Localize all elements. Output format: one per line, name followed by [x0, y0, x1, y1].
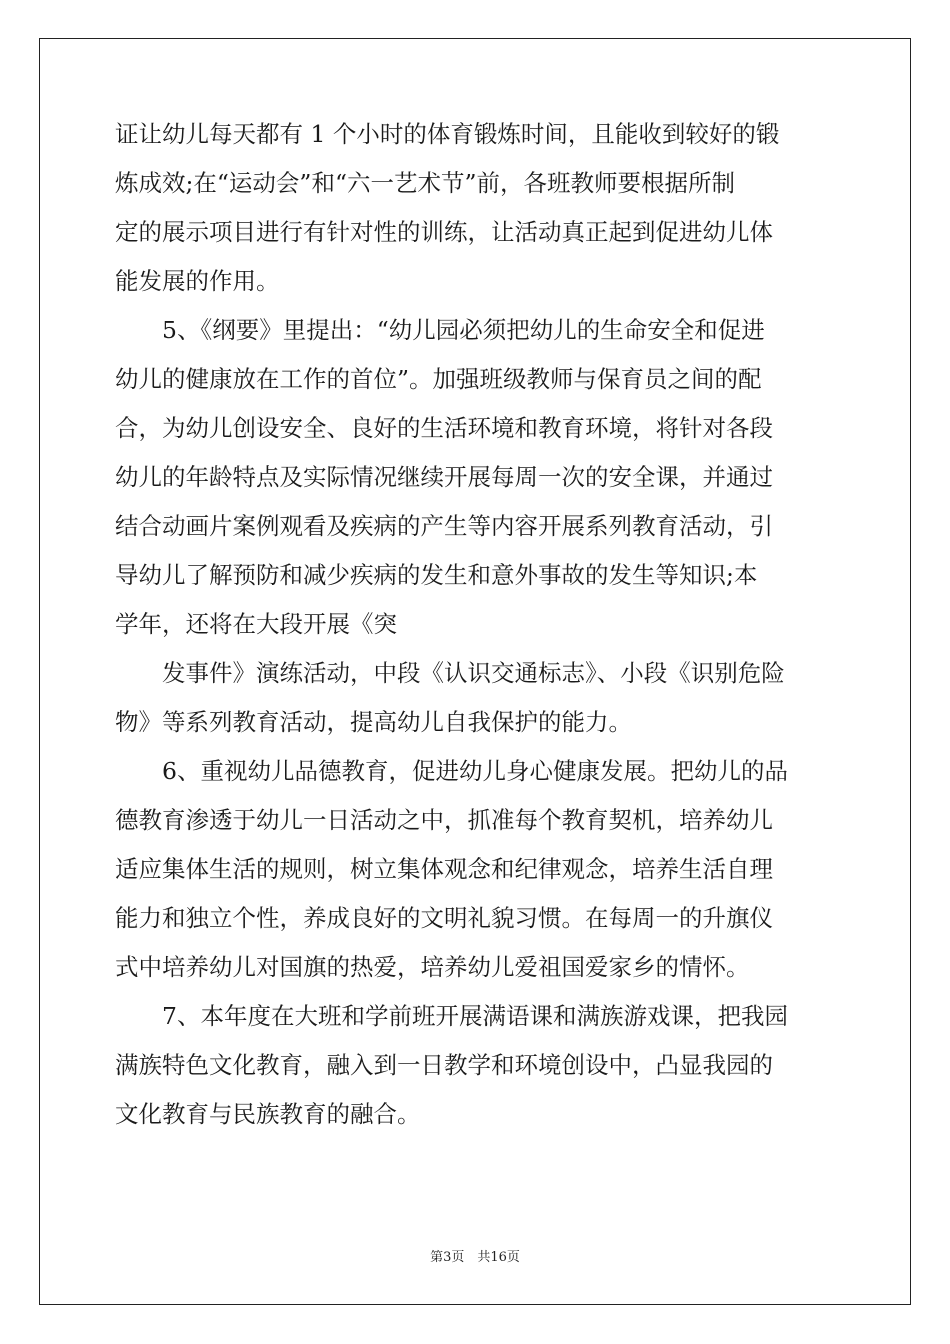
text-line: 合，为幼儿创设安全、良好的生活环境和教育环境，将针对各段 [115, 414, 773, 442]
text-line: 发事件》演练活动，中段《认识交通标志》、小段《识别危险 [162, 659, 785, 687]
text-line: 结合动画片案例观看及疾病的产生等内容开展系列教育活动，引 [115, 512, 773, 540]
paragraph-7 [115, 992, 835, 1139]
text-line: 7、本年度在大班和学前班开展满语课和满族游戏课，把我园 [162, 1002, 788, 1030]
text-line: 证让幼儿每天都有 1 个小时的体育锻炼时间，且能收到较好的锻 [115, 120, 780, 148]
text-line: 能发展的作用。 [115, 267, 280, 295]
text-line: 幼儿的年龄特点及实际情况继续开展每周一次的安全课，并通过 [115, 463, 773, 491]
paragraph-6 [115, 747, 835, 992]
text-line: 炼成效;在“运动会”和“六一艺术节”前，各班教师要根据所制 [115, 169, 735, 197]
text-line: 导幼儿了解预防和减少疾病的发生和意外事故的发生等知识;本 [115, 561, 758, 589]
text-line: 物》等系列教育活动，提高幼儿自我保护的能力。 [115, 708, 632, 736]
text-line: 学年，还将在大段开展《突 [115, 610, 397, 638]
text-line: 满族特色文化教育，融入到一日教学和环境创设中，凸显我园的 [115, 1051, 773, 1079]
paragraph-5 [115, 306, 835, 649]
text-line: 德教育渗透于幼儿一日活动之中，抓准每个教育契机，培养幼儿 [115, 806, 773, 834]
page-number: 第3页 共16页 [430, 1250, 520, 1265]
text-line: 能力和独立个性，养成良好的文明礼貌习惯。在每周一的升旗仪 [115, 904, 773, 932]
text-line: 式中培养幼儿对国旗的热爱，培养幼儿爱祖国爱家乡的情怀。 [115, 953, 750, 981]
paragraph-continued [115, 110, 835, 306]
paragraph-5-continuation [115, 649, 835, 747]
text-line: 适应集体生活的规则，树立集体观念和纪律观念，培养生活自理 [115, 855, 773, 883]
text-line: 5、《纲要》里提出：“幼儿园必须把幼儿的生命安全和促进 [162, 316, 765, 344]
text-line: 幼儿的健康放在工作的首位”。加强班级教师与保育员之间的配 [115, 365, 762, 393]
text-line: 6、重视幼儿品德教育，促进幼儿身心健康发展。把幼儿的品 [162, 757, 788, 785]
text-line: 定的展示项目进行有针对性的训练，让活动真正起到促进幼儿体 [115, 218, 773, 246]
document-body [115, 110, 835, 1139]
text-line: 文化教育与民族教育的融合。 [115, 1100, 421, 1128]
